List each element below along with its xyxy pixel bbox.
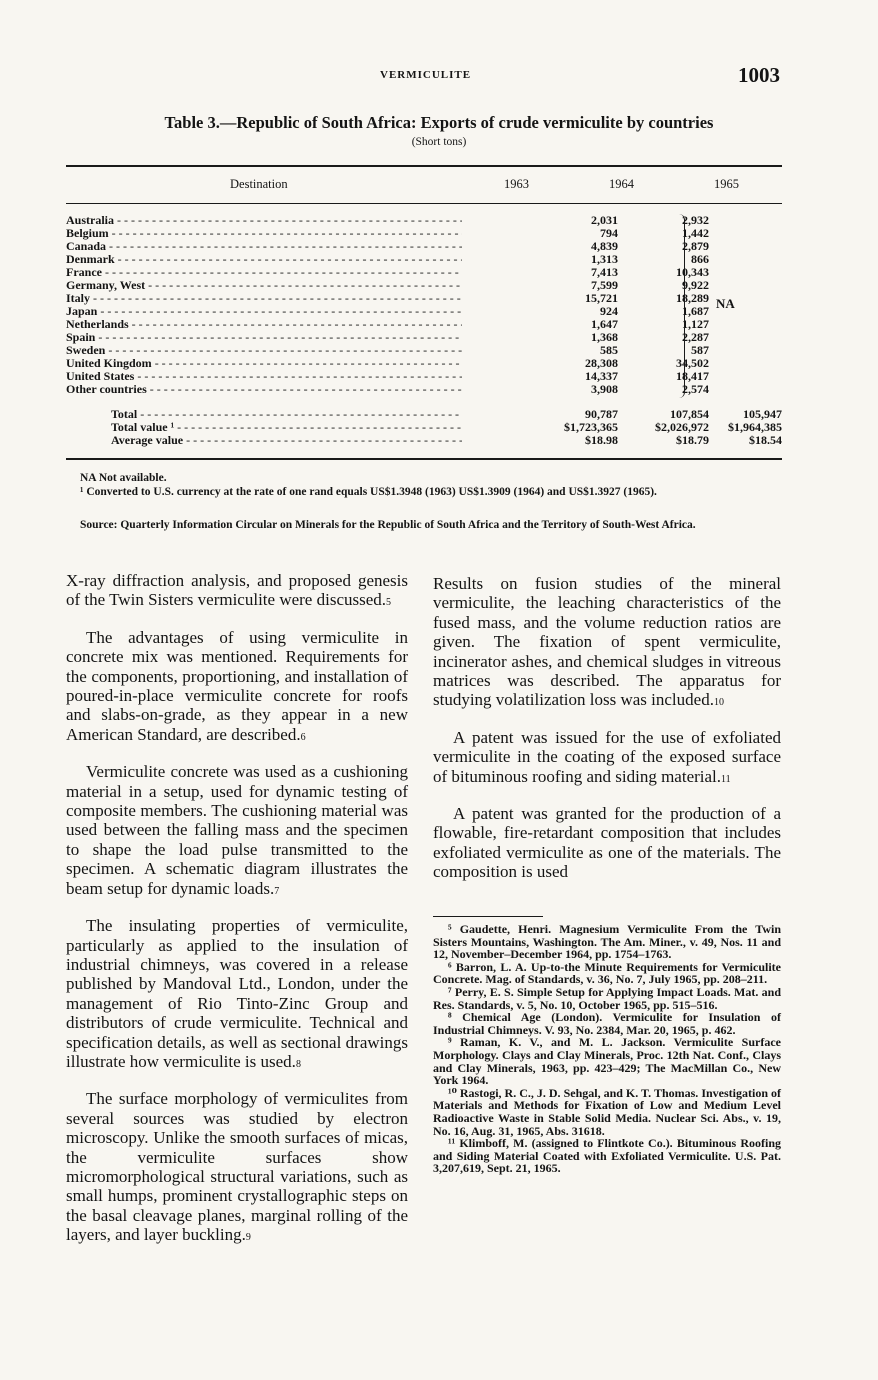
paragraph-text: The surface morphology of vermiculites from several sources was studied by electron microscopy. Unlike the smooth surfaces of micas, the vermiculite surfaces show micromorphological structural variations, such as small humps, prominent crystallographic steps on the basal cleavage planes, marginal rolling of the layers, and layer buckling. bbox=[66, 1089, 408, 1245]
row-value-1963: 2,031 bbox=[591, 213, 618, 227]
paragraph-text: Vermiculite concrete was used as a cushioning material in a setup, used for dynamic testing of composite members. The cushioning material was used between the falling mass and the specimen to shape the load pulse transmitted to the specimen. A schematic diagram illustrates the beam setup for dynamic loads. bbox=[66, 762, 408, 898]
total-label: Total - - - bbox=[66, 408, 462, 421]
table-row bbox=[66, 344, 782, 357]
total-value-1963: $1,723,365 bbox=[564, 420, 618, 434]
paragraph bbox=[433, 574, 781, 713]
row-value-1963: 7,413 bbox=[591, 265, 618, 279]
reference-mark: 6 bbox=[300, 731, 306, 743]
table-row bbox=[66, 266, 782, 279]
paragraph-text: Results on fusion studies of the mineral vermiculite, the leaching characteristics of the fused mass, and the volume reduction ratios are given. The fixation of spent vermiculite, incinerator ashes, and chemical sludges in vitreous matrices was described. The apparatus for studying volatilization loss was included. bbox=[433, 574, 781, 710]
paragraph bbox=[66, 1089, 408, 1247]
table-note-na: NA Not available. bbox=[80, 472, 167, 484]
paragraph bbox=[433, 728, 781, 789]
reference-mark: 9 bbox=[245, 1232, 251, 1244]
col-header-1963: 1963 bbox=[504, 177, 529, 191]
page-number: 1003 bbox=[738, 63, 780, 87]
table-row bbox=[66, 227, 782, 240]
table-row bbox=[66, 253, 782, 266]
total-value-1963: 90,787 bbox=[585, 407, 618, 421]
table-note-1: ¹ Converted to U.S. currency at the rate of one rand equals US$1.3948 (1963) US$1.3909 (1964) and US$1.3927 (1965). bbox=[80, 486, 657, 498]
row-value-1963: 3,908 bbox=[591, 382, 618, 396]
footnote: ⁹ Raman, K. V., and M. L. Jackson. Vermiculite Surface Morphology. Clays and Clay Minerals, Proc. 12th Nat. Conf., Clays and Clay Minerals, 1963, pp. 423–429; The MacMillan Co., New York 1964. bbox=[433, 1035, 781, 1088]
paragraph bbox=[433, 804, 781, 885]
paragraph-text: The insulating properties of vermiculite, particularly as applied to the insulation of industrial chimneys, was covered in a release published by Mandoval Ltd., London, under the management of Rio Tinto-Zinc Group and distributors of crude vermiculite. Technical and specification details, as well as sectional drawings illustrate how vermiculite is used. bbox=[66, 916, 408, 1071]
row-value-1963: 14,337 bbox=[585, 369, 618, 383]
total-value-1965: $1,964,385 bbox=[728, 420, 782, 434]
paragraph bbox=[66, 762, 408, 901]
row-value-1963: 15,721 bbox=[585, 291, 618, 305]
table-row bbox=[66, 292, 782, 305]
paragraph bbox=[66, 628, 408, 747]
row-destination: United States - - - bbox=[66, 370, 462, 383]
row-destination: Canada - - - bbox=[66, 240, 462, 253]
total-value-1963: $18.98 bbox=[585, 433, 618, 447]
row-destination: Germany, West - - - bbox=[66, 279, 462, 292]
row-destination: France - - - bbox=[66, 266, 462, 279]
paragraph-text: X-ray diffraction analysis, and proposed genesis of the Twin Sisters vermiculite were discussed. bbox=[66, 571, 408, 610]
row-value-1963: 1,313 bbox=[591, 252, 618, 266]
running-head: VERMICULITE bbox=[380, 69, 472, 81]
table-units: (Short tons) bbox=[411, 136, 467, 148]
row-destination: Other countries - - - bbox=[66, 383, 462, 396]
col-header-destination: Destination bbox=[230, 177, 288, 191]
table-row bbox=[66, 279, 782, 292]
total-value-1964: $18.79 bbox=[676, 433, 709, 447]
reference-mark: 7 bbox=[274, 885, 280, 897]
table-row bbox=[66, 214, 782, 227]
paragraph-text: A patent was granted for the production of a flowable, fire-retardant composition that includes exfoliated vermiculite as one of the materials. The composition is used bbox=[433, 804, 781, 882]
table-row bbox=[66, 357, 782, 370]
row-value-1963: 585 bbox=[600, 343, 618, 357]
footnote: ⁵ Gaudette, Henri. Magnesium Vermiculite From the Twin Sisters Mountains, Washington. The Am. Miner., v. 49, Nos. 11 and 12, November–December 1964, pp. 1754–1763. bbox=[433, 922, 781, 962]
table-total-row bbox=[66, 434, 782, 447]
total-label: Total value ¹ - - - bbox=[66, 421, 462, 434]
row-value-1963: 4,839 bbox=[591, 239, 618, 253]
row-destination: United Kingdom - - - bbox=[66, 357, 462, 370]
total-value-1964: $2,026,972 bbox=[655, 420, 709, 434]
row-value-1964: 18,417 bbox=[676, 369, 709, 383]
left-column bbox=[66, 571, 408, 1263]
reference-mark: 5 bbox=[386, 597, 392, 609]
table-row bbox=[66, 240, 782, 253]
paragraph bbox=[66, 916, 408, 1074]
row-value-1963: 924 bbox=[600, 304, 618, 318]
row-value-1964: 866 bbox=[691, 252, 709, 266]
row-value-1964: 18,289 bbox=[676, 291, 709, 305]
row-value-1964: 1,127 bbox=[682, 317, 709, 331]
footnote: ⁷ Perry, E. S. Simple Setup for Applying Impact Loads. Mat. and Res. Standards, v. 5, No. 10, October 1965, pp. 515–516. bbox=[433, 984, 781, 1012]
row-value-1964: 2,574 bbox=[682, 382, 709, 396]
row-value-1963: 28,308 bbox=[585, 356, 618, 370]
na-1965-label: NA bbox=[716, 296, 735, 311]
row-value-1964: 2,879 bbox=[682, 239, 709, 253]
row-value-1964: 34,502 bbox=[676, 356, 709, 370]
footnote: ¹¹ Klimboff, M. (assigned to Flintkote Co.). Bituminous Roofing and Siding Material Coated with Exfoliated Vermiculite. U.S. Pat. 3,207,619, Sept. 21, 1965. bbox=[433, 1136, 781, 1176]
row-value-1963: 1,647 bbox=[591, 317, 618, 331]
table-row bbox=[66, 370, 782, 383]
total-value-1965: $18.54 bbox=[749, 433, 782, 447]
row-destination: Italy - - - bbox=[66, 292, 462, 305]
table-row bbox=[66, 305, 782, 318]
footnote: ⁶ Barron, L. A. Up-to-the Minute Requirements for Vermiculite Concrete. Mag. of Standards, v. 36, No. 7, July 1965, pp. 208–211. bbox=[433, 959, 781, 987]
col-header-1964: 1964 bbox=[609, 177, 634, 191]
row-value-1964: 2,932 bbox=[682, 213, 709, 227]
row-value-1964: 10,343 bbox=[676, 265, 709, 279]
paragraph bbox=[66, 571, 408, 613]
total-label: Average value - - - bbox=[66, 434, 462, 447]
table-top-rule bbox=[66, 165, 782, 167]
row-value-1964: 9,922 bbox=[682, 278, 709, 292]
table-total-row bbox=[66, 421, 782, 434]
row-destination: Japan - - - bbox=[66, 305, 462, 318]
reference-mark: 8 bbox=[295, 1058, 301, 1070]
table-header-rule bbox=[66, 203, 782, 204]
table-row bbox=[66, 331, 782, 344]
total-value-1965: 105,947 bbox=[743, 407, 782, 421]
reference-mark: 11 bbox=[721, 773, 731, 785]
footnotes bbox=[433, 923, 781, 1175]
row-value-1963: 7,599 bbox=[591, 278, 618, 292]
footnote-rule bbox=[433, 916, 543, 917]
table-title: Table 3.—Republic of South Africa: Exports of crude vermiculite by countries bbox=[164, 113, 714, 132]
footnote: ⁸ Chemical Age (London). Vermiculite for Insulation of Industrial Chimneys. V. 93, No. 2384, Mar. 20, 1965, p. 462. bbox=[433, 1010, 781, 1037]
row-destination: Denmark - - - bbox=[66, 253, 462, 266]
reference-mark: 10 bbox=[713, 697, 724, 709]
row-value-1964: 1,687 bbox=[682, 304, 709, 318]
table-source: Source: Quarterly Information Circular on Minerals for the Republic of South Africa and the Territory of South-West Africa. bbox=[80, 519, 696, 531]
paragraph-text: A patent was issued for the use of exfoliated vermiculite in the coating of the exposed surface of bituminous roofing and siding material. bbox=[433, 727, 781, 786]
row-destination: Australia - - - bbox=[66, 214, 462, 227]
row-value-1963: 1,368 bbox=[591, 330, 618, 344]
total-value-1964: 107,854 bbox=[670, 407, 709, 421]
table-row bbox=[66, 318, 782, 331]
footnote: ¹⁰ Rastogi, R. C., J. D. Sehgal, and K. T. Thomas. Investigation of Materials and Methods for Fixation of Low and Medium Level Radioactive Waste in Stable Solid Media. Nuclear Sci. Abs., v. 19, No. 16, Aug. 31, 1965, Abs. 31618. bbox=[433, 1085, 781, 1138]
col-header-1965: 1965 bbox=[714, 177, 739, 191]
table-row bbox=[66, 383, 782, 396]
paragraph-text: The advantages of using vermiculite in concrete mix was mentioned. Requirements for the components, proportioning, and installation of poured-in-place vermiculite concrete for roofs and slabs-on-grade, as they appear in a new American Standard, are described. bbox=[66, 627, 408, 744]
row-destination: Spain - - - bbox=[66, 331, 462, 344]
na-brace bbox=[676, 214, 685, 398]
table-bottom-rule bbox=[66, 458, 782, 460]
row-destination: Sweden - - - bbox=[66, 344, 462, 357]
right-column bbox=[433, 574, 781, 900]
row-value-1964: 1,442 bbox=[682, 226, 709, 240]
row-destination: Netherlands - - - bbox=[66, 318, 462, 331]
row-value-1964: 2,287 bbox=[682, 330, 709, 344]
row-destination: Belgium - - - bbox=[66, 227, 462, 240]
row-value-1963: 794 bbox=[600, 226, 618, 240]
row-value-1964: 587 bbox=[691, 343, 709, 357]
